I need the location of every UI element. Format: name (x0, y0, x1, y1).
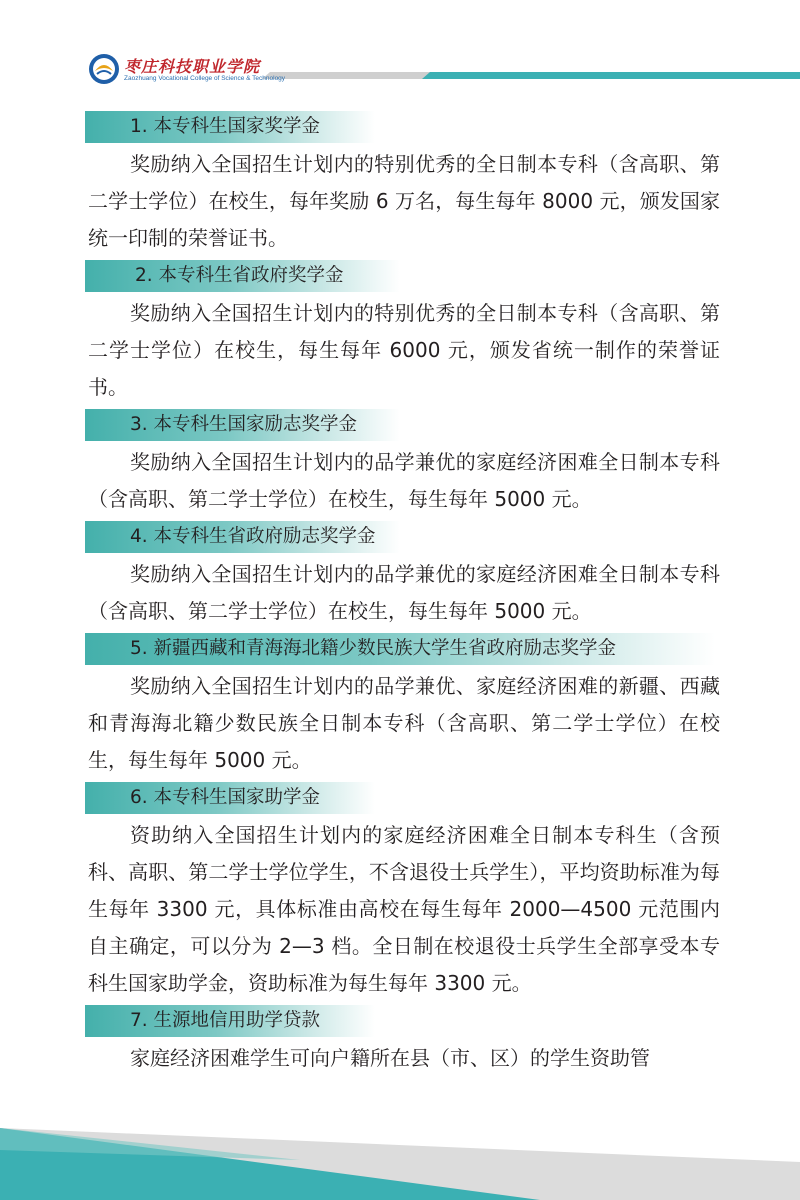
section-paragraph: 奖励纳入全国招生计划内的特别优秀的全日制本专科（含高职、第二学士学位）在校生，每年奖励 6 万名，每生每年 8000 元，颁发国家统一印制的荣誉证书。 (88, 152, 720, 250)
section-6 (0, 782, 800, 1002)
section-heading: 5. 新疆西藏和青海海北籍少数民族大学生省政府励志奖学金 (130, 638, 617, 659)
document-body (0, 108, 800, 1080)
section-heading: 1. 本专科生国家奖学金 (130, 116, 321, 137)
section-heading: 2. 本专科生省政府奖学金 (135, 265, 344, 286)
section-heading-bar (85, 782, 375, 814)
section-7 (0, 1005, 800, 1077)
section-paragraph: 奖励纳入全国招生计划内的特别优秀的全日制本专科（含高职、第二学士学位）在校生，每生每年 6000 元，颁发省统一制作的荣誉证书。 (88, 301, 720, 399)
section-paragraph: 资助纳入全国招生计划内的家庭经济困难全日制本专科生（含预科、高职、第二学士学位学生，不含退役士兵学生），平均资助标准为每生每年 3300 元，具体标准由高校在每生每年 2000—4500 元范围内自主确定，可以分为 2—3 档。全日制在校退役士兵学生全部享受本专科生国家助学金，资助标准为每生每年 3300 元。 (88, 823, 720, 995)
college-name-cn: 枣庄科技职业学院 (124, 57, 261, 76)
section-heading: 4. 本专科生省政府励志奖学金 (130, 526, 376, 547)
section-paragraph: 奖励纳入全国招生计划内的品学兼优的家庭经济困难全日制本专科（含高职、第二学士学位）在校生，每生每年 5000 元。 (88, 450, 720, 511)
section-heading-bar (85, 521, 400, 553)
section-5 (0, 633, 800, 779)
section-paragraph: 奖励纳入全国招生计划内的品学兼优的家庭经济困难全日制本专科（含高职、第二学士学位）在校生，每生每年 5000 元。 (88, 562, 720, 623)
section-heading: 7. 生源地信用助学贷款 (130, 1010, 321, 1031)
page-header (0, 0, 800, 100)
footer-decor-wave (0, 1120, 800, 1200)
section-paragraph: 奖励纳入全国招生计划内的品学兼优、家庭经济困难的新疆、西藏和青海海北籍少数民族全日制本专科（含高职、第二学士学位）在校生，每生每年 5000 元。 (88, 674, 720, 772)
section-heading-bar (85, 409, 400, 441)
section-heading-bar (85, 633, 715, 665)
section-1 (0, 111, 800, 257)
college-name-en: Zaozhuang Vocational College of Science & Technology (124, 75, 286, 82)
section-heading-bar (85, 111, 375, 143)
section-4 (0, 521, 800, 630)
section-heading-bar (85, 1005, 375, 1037)
section-heading-bar (85, 260, 400, 292)
section-paragraph: 家庭经济困难学生可向户籍所在县（市、区）的学生资助管 (130, 1046, 650, 1070)
header-decor-bars (0, 0, 800, 100)
college-logo-icon (88, 53, 120, 85)
section-2 (0, 260, 800, 406)
section-heading: 6. 本专科生国家助学金 (130, 787, 321, 808)
section-heading: 3. 本专科生国家励志奖学金 (130, 414, 358, 435)
section-3 (0, 409, 800, 518)
